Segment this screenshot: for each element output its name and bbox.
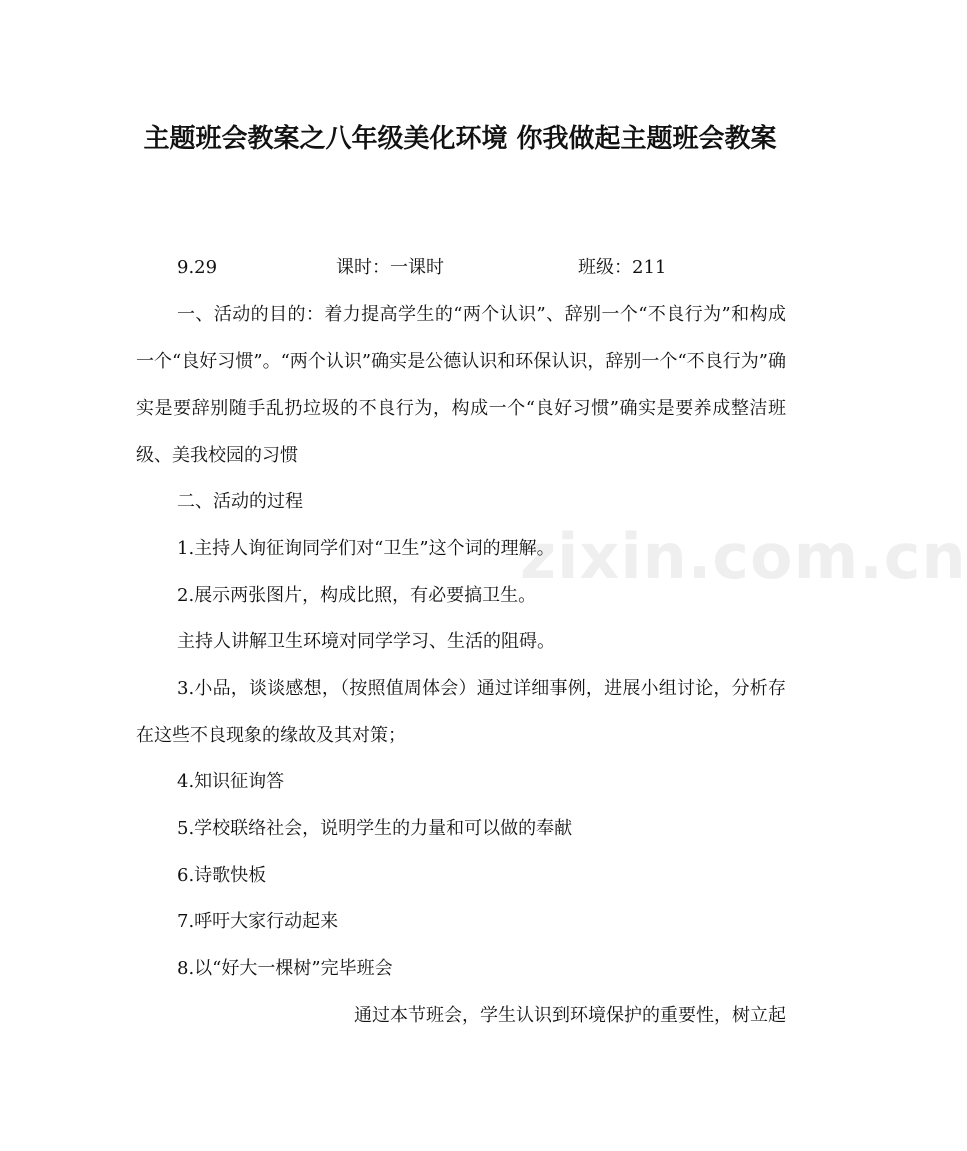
watermark: zixin.com.cn xyxy=(520,520,967,593)
process-step-2: 2.展示两张图片，构成比照，有必要搞卫生。 xyxy=(177,585,537,606)
activity-purpose-paragraph: 一、活动的目的：着力提高学生的“两个认识”、辞别一个“不良行为”和构成一个“良好习惯”。“两个认识”确实是公德认识和环保认识，辞别一个“不良行为”确实是要辞别随手乱扔垃圾的不良行为，构成一个“良好习惯”确实是要养成整洁班级、美我校园的习惯 xyxy=(136,304,786,466)
lesson-date: 9.29 xyxy=(177,257,218,278)
lesson-period: 课时：一课时 xyxy=(336,257,444,278)
process-step-1: 1.主持人询征询同学们对“卫生”这个词的理解。 xyxy=(177,538,555,559)
process-step-7: 7.呼吁大家行动起来 xyxy=(177,911,339,932)
activity-process-heading: 二、活动的过程 xyxy=(177,491,303,512)
lesson-class: 班级：211 xyxy=(578,257,667,278)
summary-paragraph: 通过本节班会，学生认识到环境保护的重要性，树立起 xyxy=(354,1005,786,1026)
document-title: 主题班会教案之八年级美化环境 你我做起主题班会教案 xyxy=(143,124,777,154)
process-step-4: 4.知识征询答 xyxy=(177,771,285,792)
process-step-5: 5.学校联络社会，说明学生的力量和可以做的奉献 xyxy=(177,818,573,839)
process-step-6: 6.诗歌快板 xyxy=(177,865,267,886)
host-explanation: 主持人讲解卫生环境对同学学习、生活的阻碍。 xyxy=(177,631,555,652)
process-step-8: 8.以“好大一棵树”完毕班会 xyxy=(177,958,393,979)
process-step-3: 3.小品，谈谈感想，（按照值周体会）通过详细事例，进展小组讨论，分析存在这些不良现象的缘故及其对策； xyxy=(136,678,786,746)
